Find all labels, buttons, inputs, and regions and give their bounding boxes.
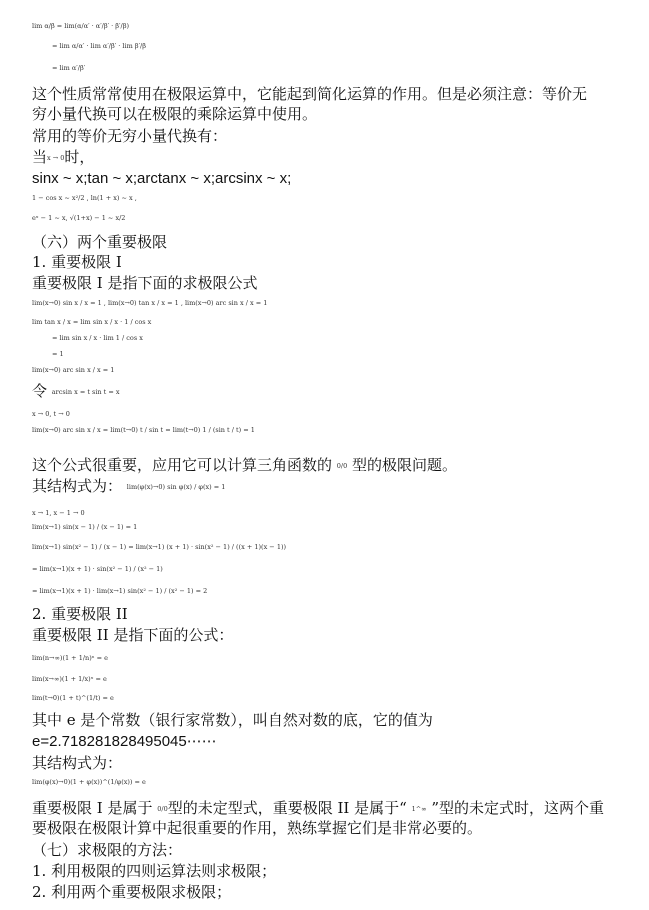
equivalence-line: sinx ~ x;tan ~ x;arctanx ~ x;arcsinx ~ x; (32, 170, 292, 187)
when-suffix: 时， (64, 148, 95, 166)
formula-example-3: lim(x→1) sin(x² − 1) / (x − 1) = lim(x→1) (x + 1) · sin(x² − 1) / ((x + 1)(x − 1)) (32, 543, 287, 551)
formula-alpha-beta-1: lim α/β = lim(α/α′ · α′/β′ · β′/β) (32, 22, 130, 30)
method-2: 2. 利用两个重要极限求极限； (32, 883, 232, 901)
formula-sub-2: lim(x→0) arc sin x / x = lim(t→0) t / sin t = lim(t→0) 1 / (sin t / t) = 1 (32, 426, 255, 434)
when-expr: x → 0 (47, 154, 65, 162)
formula-sub-1: x → 0, t → 0 (32, 410, 70, 418)
conclusion-a: 重要极限 I 是属于 (32, 799, 153, 817)
formula-limit-one-d: = 1 (52, 350, 64, 358)
when-label: 当 (32, 148, 48, 166)
formula-equiv-2: eˣ − 1 ~ x, √(1+x) − 1 ~ x/2 (32, 214, 126, 222)
note-limit-one-a: 这个公式很重要，应用它可以计算三角函数的 (32, 456, 333, 474)
structure-formula-2: lim(φ(x)→0)(1 + φ(x))^(1/φ(x)) = e (32, 778, 146, 786)
formula-limit-one-e: lim(x→0) arc sin x / x = 1 (32, 366, 115, 374)
conclusion-line-1 (32, 798, 604, 819)
structure-label-1: 其结构式为： (32, 477, 123, 495)
let-line (32, 381, 120, 402)
formula-example-1: x → 1, x − 1 → 0 (32, 509, 85, 517)
formula-alpha-beta-3: = lim α′/β′ (52, 64, 86, 72)
formula-limit-one-c: = lim sin x / x · lim 1 / cos x (52, 334, 143, 342)
formula-equiv-1: 1 − cos x ~ x²/2 , ln(1 + x) ~ x , (32, 194, 137, 202)
desc-limit-two: 重要极限 II 是指下面的公式： (32, 626, 234, 644)
formula-limit-two-a: lim(n→∞)(1 + 1/n)ⁿ = e (32, 654, 108, 662)
paragraph-common: 常用的等价无穷小量代换有： (32, 127, 228, 145)
paragraph-e-value: e=2.718281828495045⋯⋯ (32, 733, 217, 750)
formula-limit-one-b: lim tan x / x = lim sin x / x · 1 / cos x (32, 318, 152, 326)
formula-example-5: = lim(x→1)(x + 1) · lim(x→1) sin(x² − 1) / (x² − 1) = 2 (32, 587, 208, 595)
one-power-infinity: 1^∞ (411, 805, 427, 813)
conclusion-c: ”型的未定式时，这两个重 (431, 799, 605, 817)
formula-limit-one-a: lim(x→0) sin x / x = 1 , lim(x→0) tan x / x = 1 , lim(x→0) arc sin x / x = 1 (32, 299, 268, 307)
desc-limit-one: 重要极限 I 是指下面的求极限公式 (32, 274, 258, 292)
paragraph-e: 其中 e 是个常数（银行家常数），叫自然对数的底，它的值为 (32, 711, 433, 729)
structure-formula-1: lim(φ(x)→0) sin φ(x) / φ(x) = 1 (126, 483, 226, 491)
formula-limit-two-b: lim(x→∞)(1 + 1/x)ˣ = e (32, 675, 107, 683)
structure-label-2: 其结构式为： (32, 754, 123, 772)
paragraph-property-cont: 穷小量代换可以在极限的乘除运算中使用。 (32, 105, 318, 123)
section-seven-heading: （七）求极限的方法： (32, 841, 183, 859)
paragraph-when (32, 147, 94, 168)
let-label: 令 (32, 382, 48, 400)
paragraph-property: 这个性质常常使用在极限运算中，它能起到简化运算的作用。但是必须注意：等价无 (32, 85, 588, 103)
conclusion-b: 型的未定型式，重要极限 II 是属于“ (167, 799, 407, 817)
let-expr: arcsin x = t sin t = x (51, 388, 120, 396)
structure-line-1 (32, 476, 225, 497)
formula-alpha-beta-2: = lim α/α′ · lim α′/β′ · lim β′/β (52, 42, 146, 50)
heading-limit-one: 1. 重要极限 I (32, 253, 122, 271)
zero-over-zero-2: 0/0 (157, 805, 168, 813)
formula-example-2: lim(x→1) sin(x − 1) / (x − 1) = 1 (32, 523, 138, 531)
method-1: 1. 利用极限的四则运算法则求极限； (32, 862, 277, 880)
zero-over-zero: 0/0 (336, 462, 348, 470)
note-limit-one (32, 455, 457, 476)
conclusion-line-2: 要极限在极限计算中起很重要的作用，熟练掌握它们是非常必要的。 (32, 819, 483, 837)
note-limit-one-b: 型的极限问题。 (352, 456, 458, 474)
formula-limit-two-c: lim(t→0)(1 + t)^(1/t) = e (32, 694, 114, 702)
section-six-heading: （六）两个重要极限 (32, 233, 168, 251)
formula-example-4: = lim(x→1)(x + 1) · sin(x² − 1) / (x² − 1) (32, 565, 163, 573)
heading-limit-two: 2. 重要极限 II (32, 605, 128, 623)
